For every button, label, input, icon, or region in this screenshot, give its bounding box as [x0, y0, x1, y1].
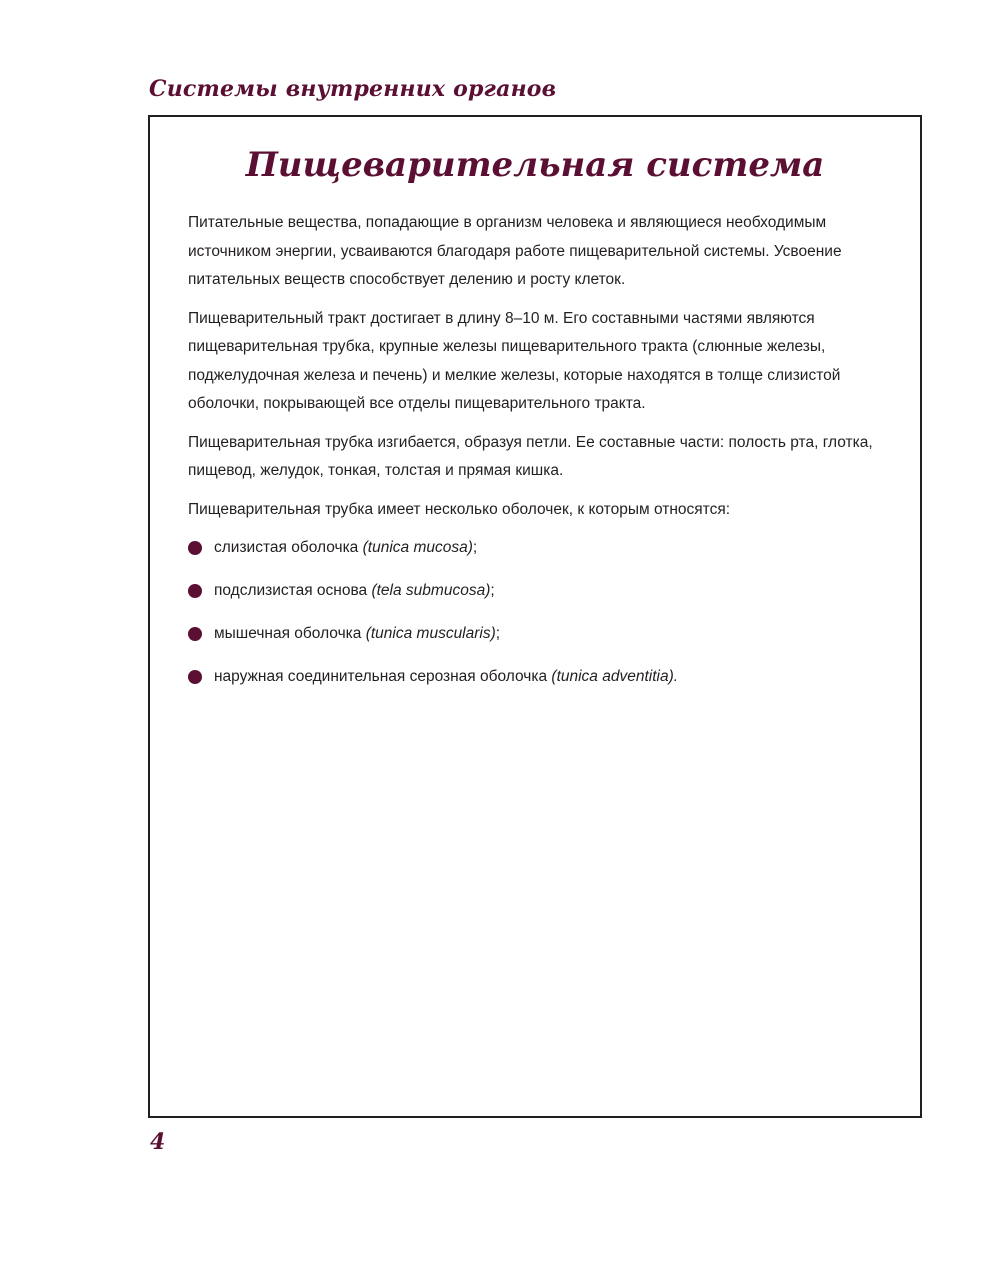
paragraph: Пищеварительная трубка имеет несколько оболочек, к которым относятся: [188, 500, 731, 518]
list-item [188, 620, 888, 648]
content-frame [148, 115, 922, 1118]
bullet-icon [188, 584, 202, 598]
bullet-icon [188, 670, 202, 684]
list-item-text: слизистая оболочка [214, 539, 363, 556]
list-item [188, 577, 888, 605]
running-header: Системы внутренних органов [149, 76, 557, 102]
bullet-icon [188, 627, 202, 641]
list-item-end: ; [490, 582, 495, 599]
paragraph: Пищеварительный тракт достигает в длину 8–10 м. Его составными частями являются пищеварительная трубка, крупные железы пищеварительного тракта (слюнные железы, поджелудочная железа и печень) и мелкие железы, которые находятся в толще слизистой оболочки, покрывающей все отделы пищеварительного тракта. [188, 309, 841, 412]
list-item-latin: (tunica adventitia). [551, 668, 679, 685]
list-item-text: наружная соединительная серозная оболочка [214, 668, 552, 685]
chapter-title: Пищеварительная система [245, 145, 825, 185]
membrane-list [188, 534, 888, 691]
list-item-latin: (tunica muscularis) [365, 625, 496, 642]
list-item-end: ; [495, 625, 501, 642]
list-item-latin: (tela submucosa) [371, 582, 491, 599]
paragraph: Пищеварительная трубка изгибается, образуя петли. Ее составные части: полость рта, глотка, пищевод, желудок, тонкая, толстая и прямая кишка. [188, 433, 873, 479]
bullet-icon [188, 541, 202, 555]
page-number: 4 [150, 1129, 166, 1155]
list-item-latin: (tunica mucosa) [362, 539, 473, 556]
list-item-text: подслизистая основа [214, 582, 372, 599]
list-item-text: мышечная оболочка [214, 625, 366, 642]
list-item [188, 663, 888, 691]
list-item [188, 534, 888, 562]
paragraph: Питательные вещества, попадающие в организм человека и являющиеся необходимым источником энергии, усваиваются благодаря работе пищеварительной системы. Усвоение питательных веществ способствует делению и росту клеток. [188, 214, 842, 288]
list-item-end: ; [472, 539, 478, 556]
body-text [188, 209, 888, 706]
